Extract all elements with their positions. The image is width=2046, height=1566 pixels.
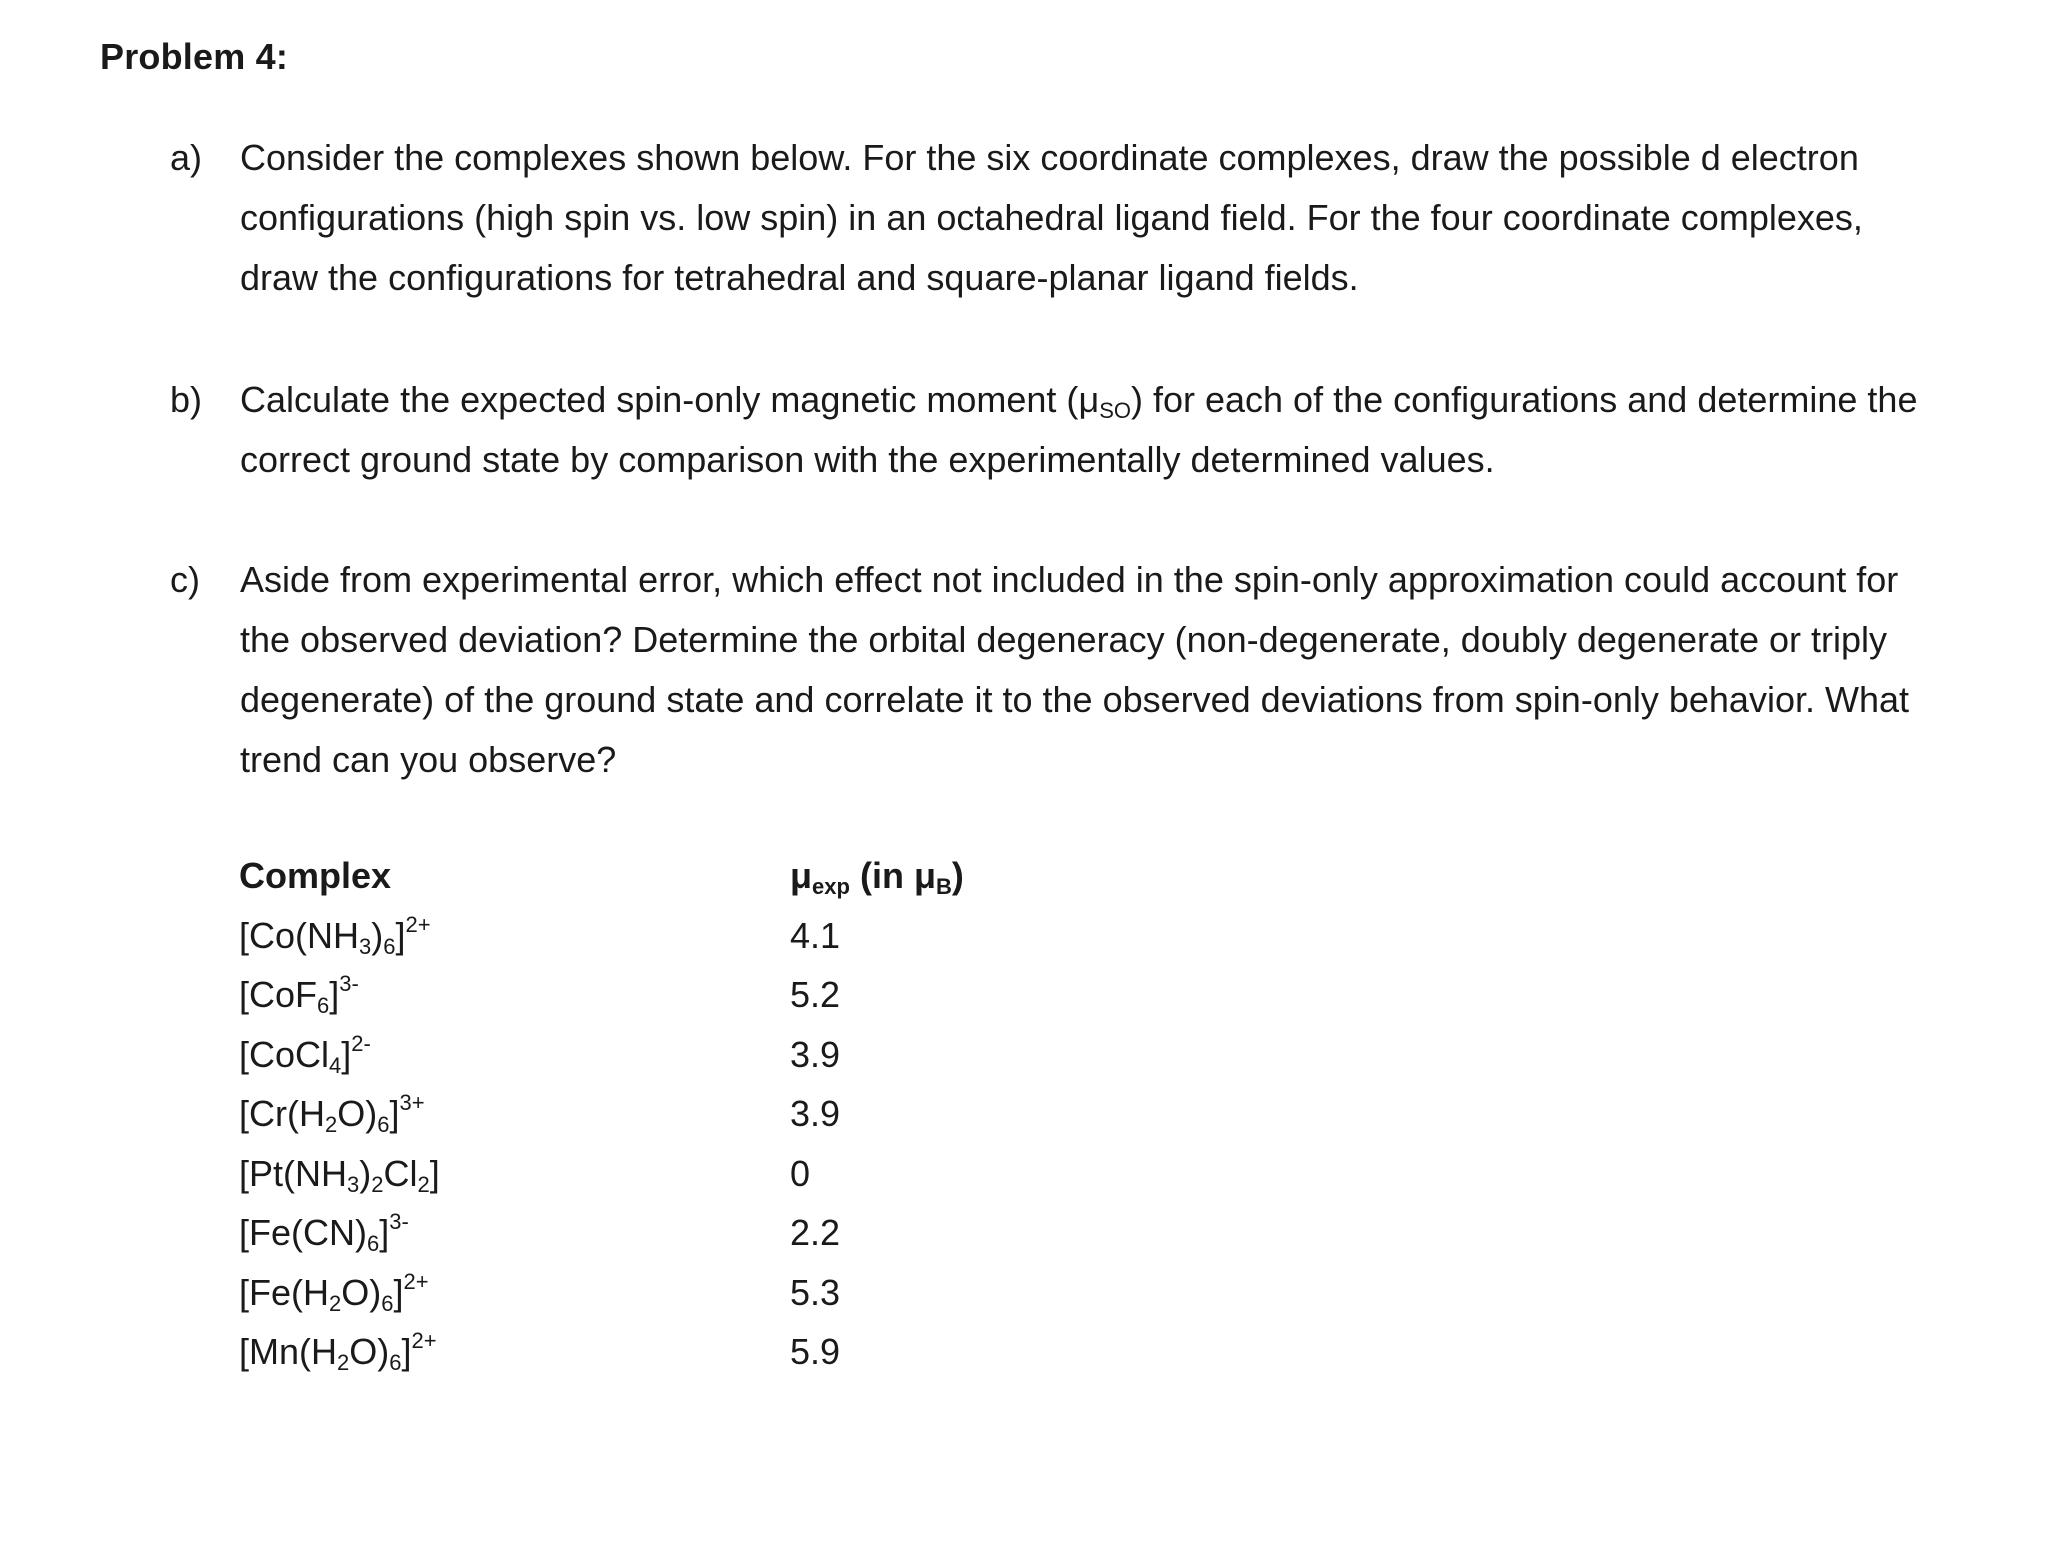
problem-title: Problem 4: [100,36,289,77]
mu-exp-value: 4.1 [790,914,841,956]
complex-formula: $[Cr(H_2O)_6]^{3+}$ [239,1090,425,1137]
mu-symbol: μ [1078,379,1100,420]
question-b-text [240,370,1930,490]
header-mu-exp [790,846,964,905]
table-row [239,1263,1039,1322]
question-a-text: Consider the complexes shown below. For the six coordinate complexes, draw the possible d electron configurations (high spin vs. low spin) in an octahedral ligand field. For the four coordinate complexes, draw the configurations for tetrahedral and square-planar ligand fields. [240,137,1863,298]
table-row [239,1203,1039,1262]
header-mu-symbol: μ [790,855,813,896]
mu-exp-value: 3.9 [790,1093,841,1134]
question-b-text-before: Calculate the expected spin-only magnetic moment ( [240,379,1079,420]
table-row [239,1084,1039,1143]
mu-exp-value: 5.9 [790,1331,841,1372]
complex-formula: [CoCl$_4$]$^{2-}$ [239,1030,371,1078]
question-c-text: Aside from experimental error, which effect not included in the spin-only approximation could account for the observed deviation? Determine the orbital degeneracy (non-degenerate, doubly degenerate or triply degenerate) of the ground state and correlate it to the observed deviations from spin-only behavior. What trend can you observe? [240,559,1909,780]
question-b-label: b) [170,379,203,420]
question-c-label: c) [170,559,200,600]
complex-formula: $[Mn(H_2O)_6]^{2+}$ [239,1328,437,1375]
mu-exp-value: 2.2 [790,1212,841,1253]
table-row [239,965,1039,1024]
complex-formula: $[Fe(CN)_6]^{3-}$ [239,1209,409,1256]
complex-formula: $[Fe(H_2O)_6]^{2+}$ [239,1268,429,1316]
header-unit-mu: μ [913,855,936,896]
table-row [239,1322,1039,1381]
complex-formula: $[Pt(NH_3)_2Cl_2]$ [239,1152,440,1197]
table-row [239,1144,1039,1203]
header-unit-post: ) [951,855,964,896]
mu-so-subscript: SO [1099,398,1131,423]
mu-exp-value: 3.9 [790,1033,841,1075]
mu-exp-value: 5.3 [790,1271,841,1313]
table-row [239,1025,1039,1084]
complex-formula: $[CoF_6]^{3-}$ [239,971,359,1018]
header-complex: Complex [239,855,392,896]
question-b-text-after: ) for each of the configurations and determine the correct ground state by comparison with the experimentally determined values. [240,379,1918,480]
question-a-label: a) [170,137,203,178]
header-unit-subscript: B [935,874,952,899]
mu-exp-value: 0 [790,1152,811,1194]
table-row [239,906,1039,965]
table-header-row [239,846,1039,905]
complex-formula: $[Co(NH_3)_6]^{2+}$ [239,911,431,959]
header-unit-pre: (in [849,855,914,896]
mu-exp-value: 5.2 [790,974,841,1015]
header-exp-subscript: exp [812,874,850,899]
